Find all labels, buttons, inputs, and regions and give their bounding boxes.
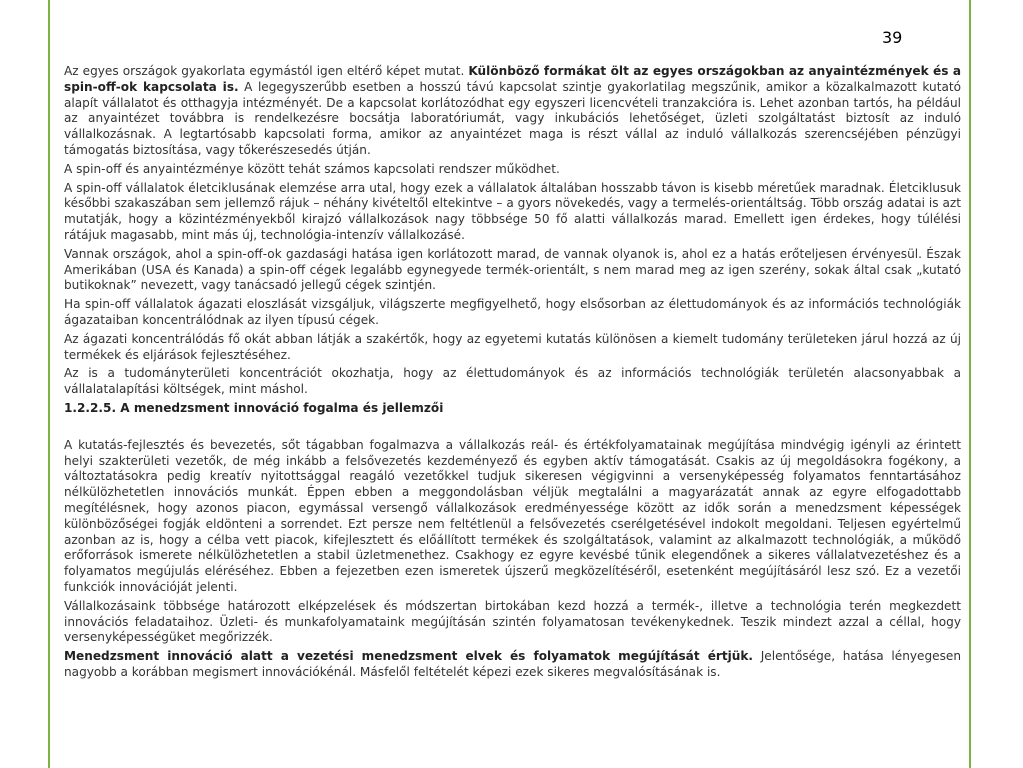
paragraph-5: Ha spin-off vállalatok ágazati eloszlását vizsgáljuk, világszerte megfigyelhető, hogy elsősorban az élettudományok és az információs technológiák ágazataiban koncentrálódnak az ilyen típusú cégek. [64,297,961,327]
bold-emphasis: Menedzsment innováció alatt a vezetési menedzsment elvek és folyamatok megújítását értjük. [64,649,754,664]
spacer [64,420,961,438]
document-body [64,64,961,684]
paragraph-3: A spin-off vállalatok életciklusának elemzése arra utal, hogy ezek a vállalatok általában hosszabb távon is kisebb méretűek maradnak. Életciklusuk későbbi szakaszában sem jellemző rájuk – néhány kivételtől eltekintve – a gyors növekedés, vagy a termelés-orientáltság. Több ország adatai is azt mutatják, hogy a közintézményekből kirajzó vállalkozások nagy többsége 50 fő alatti vállalkozás marad. Emellett igen érdekes, hogy túlélési rátájuk magasabb, mint más új, technológia-intenzív vállalkozásé. [64,180,961,242]
paragraph-4: Vannak országok, ahol a spin-off-ok gazdasági hatása igen korlátozott marad, de vannak olyanok is, ahol ez a hatás erőteljesen érvényesül. Észak Amerikában (USA és Kanada) a spin-off cégek legalább egynegyede termék-orientált, s nem marad meg az igen szerény, sokak által csak „kutató butikoknak” nevezett, vagy tanácsadó jellegű cégek szintjén. [64,246,961,293]
paragraph-10: Menedzsment innováció alatt a vezetési menedzsment elvek és folyamatok megújítását értjük. Jelentősége, hatása lényegesen nagyobb a korábban megismert innovációkénál. Másfelől feltételét képezi ezek sikeres megvalósításának is. [64,649,961,679]
paragraph-8: A kutatás-fejlesztés és bevezetés, sőt tágabban fogalmazva a vállalkozás reál- és értékfolyamatainak megújítása mindvégig igényli az érintett helyi szakterületi vezetők, de még inkább a felsővezetés kezdeményező és egyben aktív támogatását. Csakis az új megoldásokra fogékony, a változtatásokra pedig kreatív nyitottsággal reagáló vezetőkkel tudjuk sikeresen végigvinni a versenyképesség folyamatos fenntartásához nélkülözhetetlen innovációs munkát. Éppen ebben a meggondolásban véljük megtalálni a magyarázatát annak az egyre elfogadottabb megítélésnek, hogy azonos piacon, egymással versengő vállalkozások eredményessége között az idők során a menedzsment képességek különbözőségei fogják eldönteni a sorrendet. Ezt persze nem feltétlenül a felsővezetés cserélgetésével indokolt megoldani. Teljesen egyértelmű azonban az is, hogy a célba vett piacok, kifejlesztett és előállított termékek és szolgáltatások, valamint az alkalmazott technológiák, a működő erőforrások ismerete nélkülözhetetlen a stabil üzletmenethez. Csakhogy ez egyre kevésbé tűnik elegendőnek a sikeres vállalatvezetéshez és a folyamatos megújulás eléréséhez. Ebben a fejezetben ezen ismeretek újszerű megközelítéséről, esetenként megújításáról lesz szó. Ez a vezetői funkciók innovációját jelenti. [64,437,961,594]
paragraph-7: Az is a tudományterületi koncentrációt okozhatja, hogy az élettudományok és az információs technológiák területén alacsonyabbak a vállalatalapítási költségek, mint máshol. [64,366,961,397]
paragraph-9: Vállalkozásaink többsége határozott elképzelések és módszertan birtokában kezd hozzá a termék-, illetve a technológia terén megkezdett innovációs feladataihoz. Üzleti- és munkafolyamataink megújításán szintén folyamatosan tevékenykednek. Teszik mindezt azzal a céllal, hogy versenyképességüket megőrizzék. [64,598,961,645]
paragraph-1: Az egyes országok gyakorlata egymástól igen eltérő képet mutat. Különböző formákat ölt az egyes országokban az anyaintézmények és a spin-off-ok kapcsolata is. A legegyszerűbb esetben a hosszú távú kapcsolat szintje gyakorlatilag megszűnik, amikor a közalkalmazott kutató alapít vállalatot és otthagyja intézményét. De a kapcsolat korlátozódhat egy egyszeri licencvételi tranzakcióra is. Lehet azonban tartós, ha például az anyaintézet továbbra is rendelkezésre bocsátja laboratóriumát, vagy inkubációs lehetőséget, üzleti szolgáltatást biztosít az induló vállalkozásnak. A legtartósabb kapcsolati forma, amikor az anyaintézet maga is részt vállal az induló vállalkozás szerencséjében pénzügyi támogatás biztosítása, vagy tőkerészesedés útján. [64,64,961,157]
paragraph-6: Az ágazati koncentrálódás fő okát abban látják a szakértők, hogy az egyetemi kutatás különösen a kiemelt tudomány területeken járul hozzá az új termékek és eljárások fejlesztéséhez. [64,331,961,362]
page-number: 39 [882,28,903,47]
page-left-margin [0,0,50,768]
paragraph-2: A spin-off és anyaintézménye között tehát számos kapcsolati rendszer működhet. [64,161,560,176]
bold-emphasis: Különböző formákat ölt az egyes országokban az anyaintézmények és a spin-off-ok kapcsolata is. [64,64,961,94]
page-right-margin [969,0,1023,768]
section-heading: 1.2.2.5. A menedzsment innováció fogalma és jellemzői [64,400,444,415]
